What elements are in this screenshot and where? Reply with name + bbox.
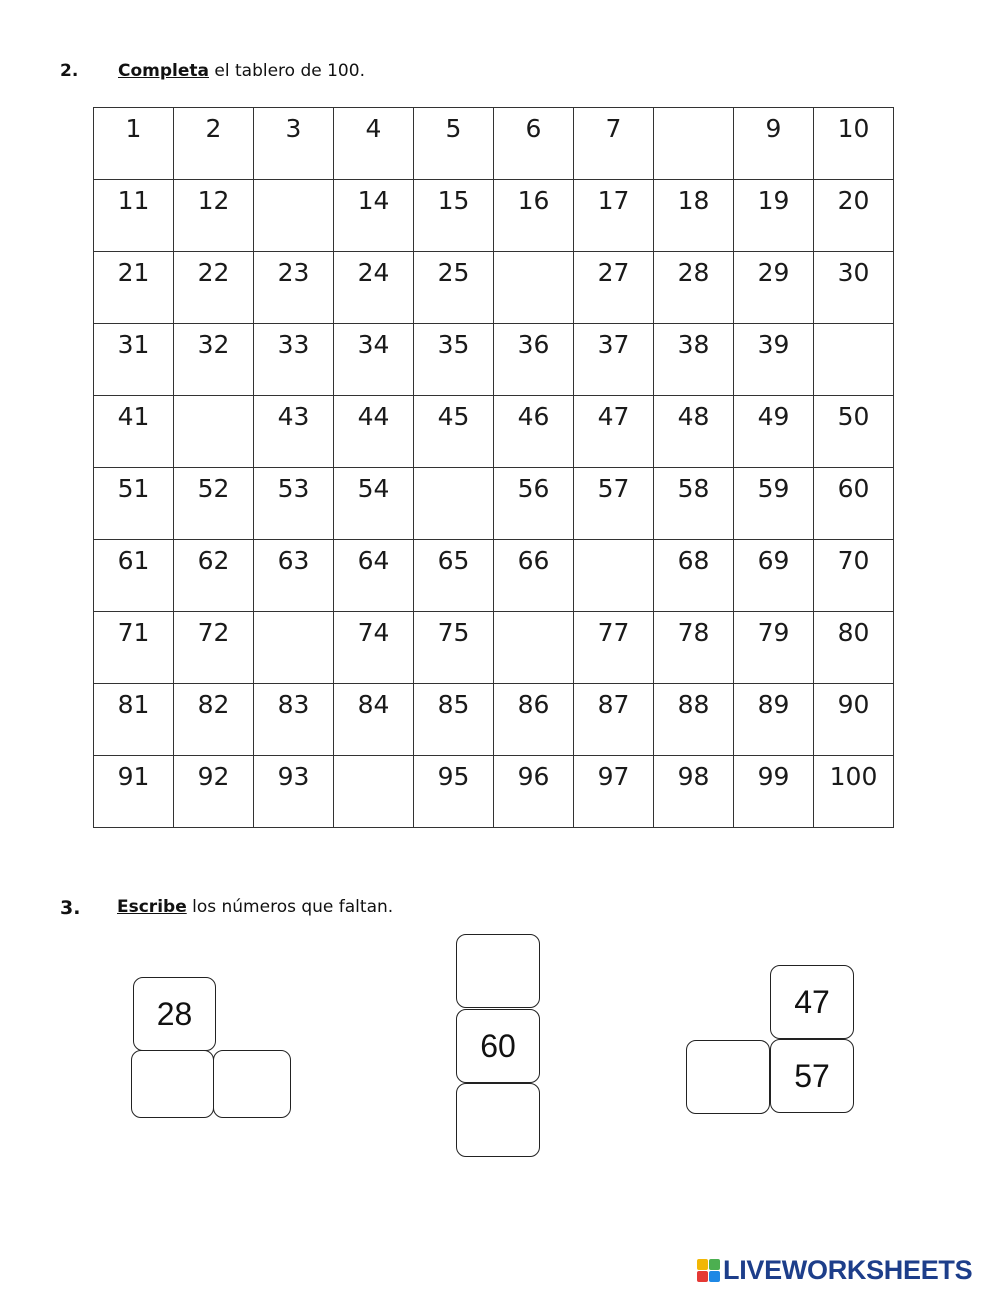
board-cell: 44 (334, 396, 414, 468)
board-cell: 46 (494, 396, 574, 468)
board-cell: 65 (414, 540, 494, 612)
board-cell: 99 (734, 756, 814, 828)
board-cell: 51 (94, 468, 174, 540)
puzzle-2-given-box: 60 (456, 1009, 540, 1083)
board-cell: 47 (574, 396, 654, 468)
board-cell: 72 (174, 612, 254, 684)
board-cell: 88 (654, 684, 734, 756)
board-cell: 1 (94, 108, 174, 180)
question-3-instruction (117, 897, 393, 917)
board-cell: 93 (254, 756, 334, 828)
puzzle-3-answer-left[interactable] (686, 1040, 770, 1114)
board-cell: 3 (254, 108, 334, 180)
board-row (94, 396, 894, 468)
board-cell: 29 (734, 252, 814, 324)
board-cell-blank[interactable] (814, 324, 894, 396)
board-cell: 80 (814, 612, 894, 684)
board-cell: 37 (574, 324, 654, 396)
mark-square-1 (697, 1259, 708, 1270)
board-cell: 6 (494, 108, 574, 180)
board-row (94, 252, 894, 324)
board-cell: 48 (654, 396, 734, 468)
board-cell: 53 (254, 468, 334, 540)
board-cell: 2 (174, 108, 254, 180)
board-cell: 54 (334, 468, 414, 540)
liveworksheets-wordmark: LIVEWORKSHEETS (723, 1254, 973, 1285)
liveworksheets-mark-icon (697, 1259, 720, 1282)
puzzle-2-answer-above[interactable] (456, 934, 540, 1008)
board-row (94, 108, 894, 180)
board-cell: 43 (254, 396, 334, 468)
board-cell: 62 (174, 540, 254, 612)
board-cell: 86 (494, 684, 574, 756)
board-cell: 69 (734, 540, 814, 612)
board-cell: 64 (334, 540, 414, 612)
board-cell: 95 (414, 756, 494, 828)
board-cell: 70 (814, 540, 894, 612)
board-cell: 41 (94, 396, 174, 468)
board-cell: 75 (414, 612, 494, 684)
board-cell: 22 (174, 252, 254, 324)
board-cell: 89 (734, 684, 814, 756)
question-2-instruction (118, 61, 365, 81)
liveworksheets-logo (697, 1253, 972, 1287)
board-row (94, 540, 894, 612)
board-cell-blank[interactable] (414, 468, 494, 540)
board-cell: 18 (654, 180, 734, 252)
board-cell: 28 (654, 252, 734, 324)
board-cell: 77 (574, 612, 654, 684)
board-cell: 66 (494, 540, 574, 612)
board-cell: 7 (574, 108, 654, 180)
mark-square-2 (709, 1259, 720, 1270)
board-cell: 97 (574, 756, 654, 828)
board-cell: 56 (494, 468, 574, 540)
question-3-number: 3. (60, 897, 81, 919)
board-cell: 21 (94, 252, 174, 324)
board-cell: 5 (414, 108, 494, 180)
board-cell: 17 (574, 180, 654, 252)
board-cell: 91 (94, 756, 174, 828)
board-cell: 34 (334, 324, 414, 396)
board-cell: 14 (334, 180, 414, 252)
board-cell: 32 (174, 324, 254, 396)
board-cell: 100 (814, 756, 894, 828)
board-cell: 79 (734, 612, 814, 684)
puzzle-3-given-box: 57 (770, 1039, 854, 1113)
board-cell: 58 (654, 468, 734, 540)
board-cell: 52 (174, 468, 254, 540)
board-cell: 63 (254, 540, 334, 612)
board-cell-blank[interactable] (174, 396, 254, 468)
mark-square-4 (709, 1271, 720, 1282)
board-cell: 85 (414, 684, 494, 756)
board-cell: 36 (494, 324, 574, 396)
board-cell: 9 (734, 108, 814, 180)
question-3-keyword: Escribe (117, 897, 187, 917)
board-cell: 16 (494, 180, 574, 252)
board-cell: 71 (94, 612, 174, 684)
board-cell-blank[interactable] (654, 108, 734, 180)
puzzle-1-given-box: 28 (133, 977, 216, 1051)
puzzle-3-top-box: 47 (770, 965, 854, 1039)
board-cell: 98 (654, 756, 734, 828)
board-cell-blank[interactable] (254, 612, 334, 684)
question-3-rest: los números que faltan. (186, 897, 394, 917)
board-cell-blank[interactable] (334, 756, 414, 828)
board-cell: 78 (654, 612, 734, 684)
board-cell: 12 (174, 180, 254, 252)
board-cell-blank[interactable] (574, 540, 654, 612)
board-cell: 27 (574, 252, 654, 324)
board-cell: 83 (254, 684, 334, 756)
board-cell: 92 (174, 756, 254, 828)
board-cell: 33 (254, 324, 334, 396)
board-cell: 20 (814, 180, 894, 252)
board-cell: 96 (494, 756, 574, 828)
board-cell: 30 (814, 252, 894, 324)
board-cell: 10 (814, 108, 894, 180)
board-row (94, 324, 894, 396)
board-cell: 81 (94, 684, 174, 756)
board-cell: 31 (94, 324, 174, 396)
board-cell: 39 (734, 324, 814, 396)
board-cell-blank[interactable] (494, 612, 574, 684)
board-cell: 19 (734, 180, 814, 252)
board-cell: 38 (654, 324, 734, 396)
board-cell-blank[interactable] (494, 252, 574, 324)
hundred-board (93, 107, 894, 828)
board-cell: 82 (174, 684, 254, 756)
board-cell: 4 (334, 108, 414, 180)
board-cell: 61 (94, 540, 174, 612)
puzzle-1-answer-below[interactable] (131, 1050, 214, 1118)
puzzle-1-answer-below-right[interactable] (213, 1050, 291, 1118)
board-cell: 50 (814, 396, 894, 468)
board-row (94, 612, 894, 684)
board-cell: 35 (414, 324, 494, 396)
board-cell: 57 (574, 468, 654, 540)
board-cell: 45 (414, 396, 494, 468)
board-cell: 25 (414, 252, 494, 324)
question-2-keyword: Completa (118, 61, 209, 81)
board-cell: 84 (334, 684, 414, 756)
board-cell: 59 (734, 468, 814, 540)
board-cell: 49 (734, 396, 814, 468)
board-cell: 60 (814, 468, 894, 540)
question-2-rest: el tablero de 100. (209, 61, 365, 81)
board-cell: 90 (814, 684, 894, 756)
board-cell: 23 (254, 252, 334, 324)
board-cell: 87 (574, 684, 654, 756)
mark-square-3 (697, 1271, 708, 1282)
board-cell: 24 (334, 252, 414, 324)
board-cell: 15 (414, 180, 494, 252)
question-2-number: 2. (60, 61, 79, 81)
puzzle-2-answer-below[interactable] (456, 1083, 540, 1157)
board-cell: 68 (654, 540, 734, 612)
board-cell: 11 (94, 180, 174, 252)
board-row (94, 756, 894, 828)
board-cell: 74 (334, 612, 414, 684)
board-row (94, 684, 894, 756)
board-row (94, 468, 894, 540)
board-row (94, 180, 894, 252)
board-cell-blank[interactable] (254, 180, 334, 252)
